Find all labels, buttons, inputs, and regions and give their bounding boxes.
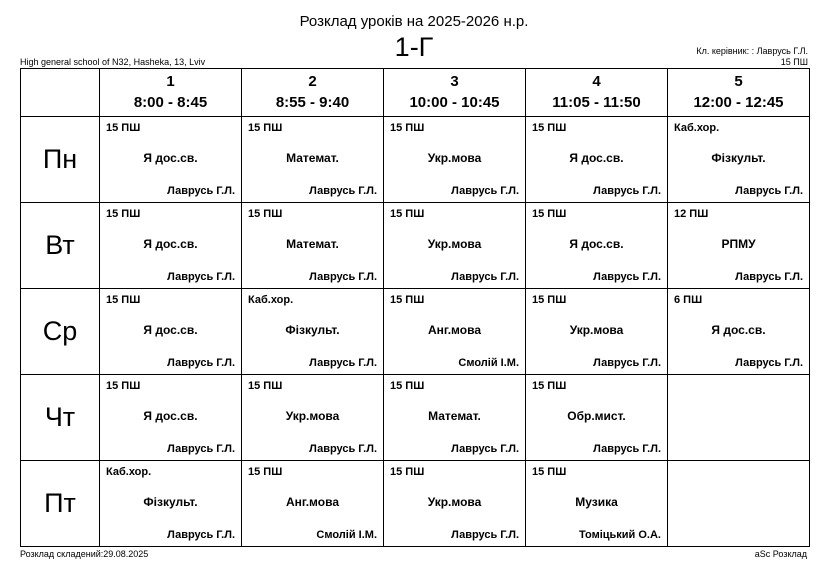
lesson-room: Каб.хор.: [248, 294, 294, 306]
lesson-teacher: Томіцький О.А.: [578, 529, 661, 541]
period-time: 8:00 - 8:45: [133, 93, 208, 111]
period-time: 12:00 - 12:45: [693, 93, 784, 111]
day-row: [21, 461, 810, 547]
lesson-teacher: Лаврусь Г.Л.: [167, 271, 235, 283]
created-date: Розклад складений:29.08.2025: [20, 549, 149, 559]
period-time: 8:55 - 9:40: [275, 93, 350, 111]
lesson-room: 15 ПШ: [532, 380, 567, 392]
lesson-teacher: Лаврусь Г.Л.: [451, 185, 519, 197]
school-name: High general school of N32, Hasheka, 13, Lviv: [20, 57, 206, 67]
lesson-teacher: Лаврусь Г.Л.: [451, 443, 519, 455]
lesson-room: 15 ПШ: [532, 208, 567, 220]
lesson-cell: [242, 461, 384, 547]
lesson-room: 15 ПШ: [106, 380, 141, 392]
lesson-subject: Я дос.св.: [143, 151, 198, 165]
lesson-teacher: Лаврусь Г.Л.: [167, 529, 235, 541]
period-time: 10:00 - 10:45: [409, 93, 500, 111]
lesson-room: 15 ПШ: [390, 466, 425, 478]
period-time: 11:05 - 11:50: [552, 93, 641, 111]
lesson-teacher: Лаврусь Г.Л.: [167, 443, 235, 455]
lesson-teacher: Лаврусь Г.Л.: [593, 185, 661, 197]
period-header: [100, 69, 242, 117]
period-number: 1: [166, 72, 175, 90]
lesson-teacher: Лаврусь Г.Л.: [167, 357, 235, 369]
lesson-room: 15 ПШ: [390, 380, 425, 392]
lesson-cell: [526, 289, 668, 375]
lesson-subject: Я дос.св.: [143, 237, 198, 251]
lesson-room: Каб.хор.: [674, 122, 720, 134]
day-label: Чт: [21, 375, 100, 461]
lesson-subject: Укр.мова: [427, 495, 482, 509]
lesson-cell: [668, 203, 810, 289]
empty-lesson-cell: [668, 461, 810, 547]
lesson-room: 15 ПШ: [390, 122, 425, 134]
lesson-teacher: Лаврусь Г.Л.: [451, 529, 519, 541]
period-header: [242, 69, 384, 117]
lesson-room: 15 ПШ: [106, 294, 141, 306]
lesson-subject: Математ.: [286, 237, 339, 251]
lesson-cell: [384, 289, 526, 375]
lesson-room: 15 ПШ: [390, 208, 425, 220]
lesson-room: 15 ПШ: [532, 466, 567, 478]
lesson-teacher: Лаврусь Г.Л.: [309, 271, 377, 283]
lesson-subject: Музика: [575, 495, 618, 509]
lesson-room: 15 ПШ: [248, 208, 283, 220]
class-teacher-label: Кл. керівник: : Лаврусь Г.Л.: [696, 46, 808, 56]
period-number: 4: [592, 72, 601, 90]
lesson-teacher: Лаврусь Г.Л.: [735, 271, 803, 283]
lesson-cell: [668, 289, 810, 375]
corner-cell: [21, 69, 100, 117]
lesson-cell: [526, 375, 668, 461]
lesson-teacher: Лаврусь Г.Л.: [167, 185, 235, 197]
lesson-subject: Укр.мова: [427, 151, 482, 165]
lesson-subject: Анг.мова: [286, 495, 339, 509]
lesson-subject: Математ.: [286, 151, 339, 165]
lesson-teacher: Лаврусь Г.Л.: [451, 271, 519, 283]
lesson-subject: Обр.мист.: [567, 409, 626, 423]
timetable-grid: [20, 68, 810, 547]
day-row: [21, 289, 810, 375]
lesson-subject: Анг.мова: [428, 323, 481, 337]
lesson-cell: [526, 203, 668, 289]
lesson-teacher: Лаврусь Г.Л.: [309, 357, 377, 369]
lesson-cell: [100, 289, 242, 375]
lesson-cell: [100, 461, 242, 547]
lesson-cell: [242, 289, 384, 375]
lesson-subject: РПМУ: [721, 237, 756, 251]
lesson-cell: [100, 117, 242, 203]
day-row: [21, 117, 810, 203]
lesson-room: 6 ПШ: [674, 294, 703, 306]
lesson-cell: [100, 203, 242, 289]
lesson-subject: Укр.мова: [427, 237, 482, 251]
lesson-cell: [242, 117, 384, 203]
class-teacher-info: [696, 46, 808, 68]
lesson-teacher: Лаврусь Г.Л.: [309, 443, 377, 455]
lesson-cell: [384, 117, 526, 203]
lesson-subject: Фізкульт.: [143, 495, 198, 509]
period-header: [668, 69, 810, 117]
day-label: Пт: [21, 461, 100, 547]
lesson-teacher: Лаврусь Г.Л.: [593, 271, 661, 283]
period-header: [384, 69, 526, 117]
lesson-cell: [668, 117, 810, 203]
lesson-teacher: Лаврусь Г.Л.: [735, 185, 803, 197]
lesson-cell: [242, 375, 384, 461]
day-label: Ср: [21, 289, 100, 375]
lesson-teacher: Смолій І.М.: [316, 529, 377, 541]
lesson-cell: [100, 375, 242, 461]
day-label: Вт: [21, 203, 100, 289]
lesson-room: Каб.хор.: [106, 466, 152, 478]
period-number: 2: [308, 72, 317, 90]
lesson-cell: [384, 375, 526, 461]
period-number: 3: [450, 72, 459, 90]
lesson-cell: [384, 461, 526, 547]
lesson-teacher: Лаврусь Г.Л.: [593, 357, 661, 369]
lesson-teacher: Смолій І.М.: [458, 357, 519, 369]
lesson-room: 15 ПШ: [248, 380, 283, 392]
lesson-subject: Фізкульт.: [711, 151, 766, 165]
lesson-subject: Укр.мова: [285, 409, 340, 423]
empty-lesson-cell: [668, 375, 810, 461]
lesson-subject: Я дос.св.: [569, 237, 624, 251]
period-header-row: [21, 69, 810, 117]
lesson-room: 15 ПШ: [106, 208, 141, 220]
lesson-subject: Укр.мова: [569, 323, 624, 337]
lesson-cell: [384, 203, 526, 289]
period-header: [526, 69, 668, 117]
lesson-room: 15 ПШ: [248, 466, 283, 478]
day-row: [21, 203, 810, 289]
lesson-cell: [526, 117, 668, 203]
lesson-room: 15 ПШ: [248, 122, 283, 134]
lesson-subject: Я дос.св.: [143, 409, 198, 423]
lesson-cell: [242, 203, 384, 289]
lesson-room: 12 ПШ: [674, 208, 709, 220]
lesson-teacher: Лаврусь Г.Л.: [735, 357, 803, 369]
period-number: 5: [734, 72, 743, 90]
lesson-room: 15 ПШ: [532, 122, 567, 134]
app-name: aSc Розклад: [754, 549, 807, 559]
lesson-room: 15 ПШ: [532, 294, 567, 306]
lesson-subject: Я дос.св.: [569, 151, 624, 165]
lesson-subject: Фізкульт.: [285, 323, 340, 337]
lesson-subject: Математ.: [428, 409, 481, 423]
lesson-subject: Я дос.св.: [143, 323, 198, 337]
lesson-teacher: Лаврусь Г.Л.: [309, 185, 377, 197]
day-row: [21, 375, 810, 461]
timetable-body: [21, 117, 810, 547]
lesson-room: 15 ПШ: [106, 122, 141, 134]
lesson-cell: [526, 461, 668, 547]
page-title: Розклад уроків на 2025-2026 н.р.: [299, 13, 529, 30]
lesson-subject: Я дос.св.: [711, 323, 766, 337]
home-room-label: 15 ПШ: [780, 57, 808, 67]
lesson-room: 15 ПШ: [390, 294, 425, 306]
lesson-teacher: Лаврусь Г.Л.: [593, 443, 661, 455]
class-name: 1-Г: [394, 32, 434, 62]
day-label: Пн: [21, 117, 100, 203]
